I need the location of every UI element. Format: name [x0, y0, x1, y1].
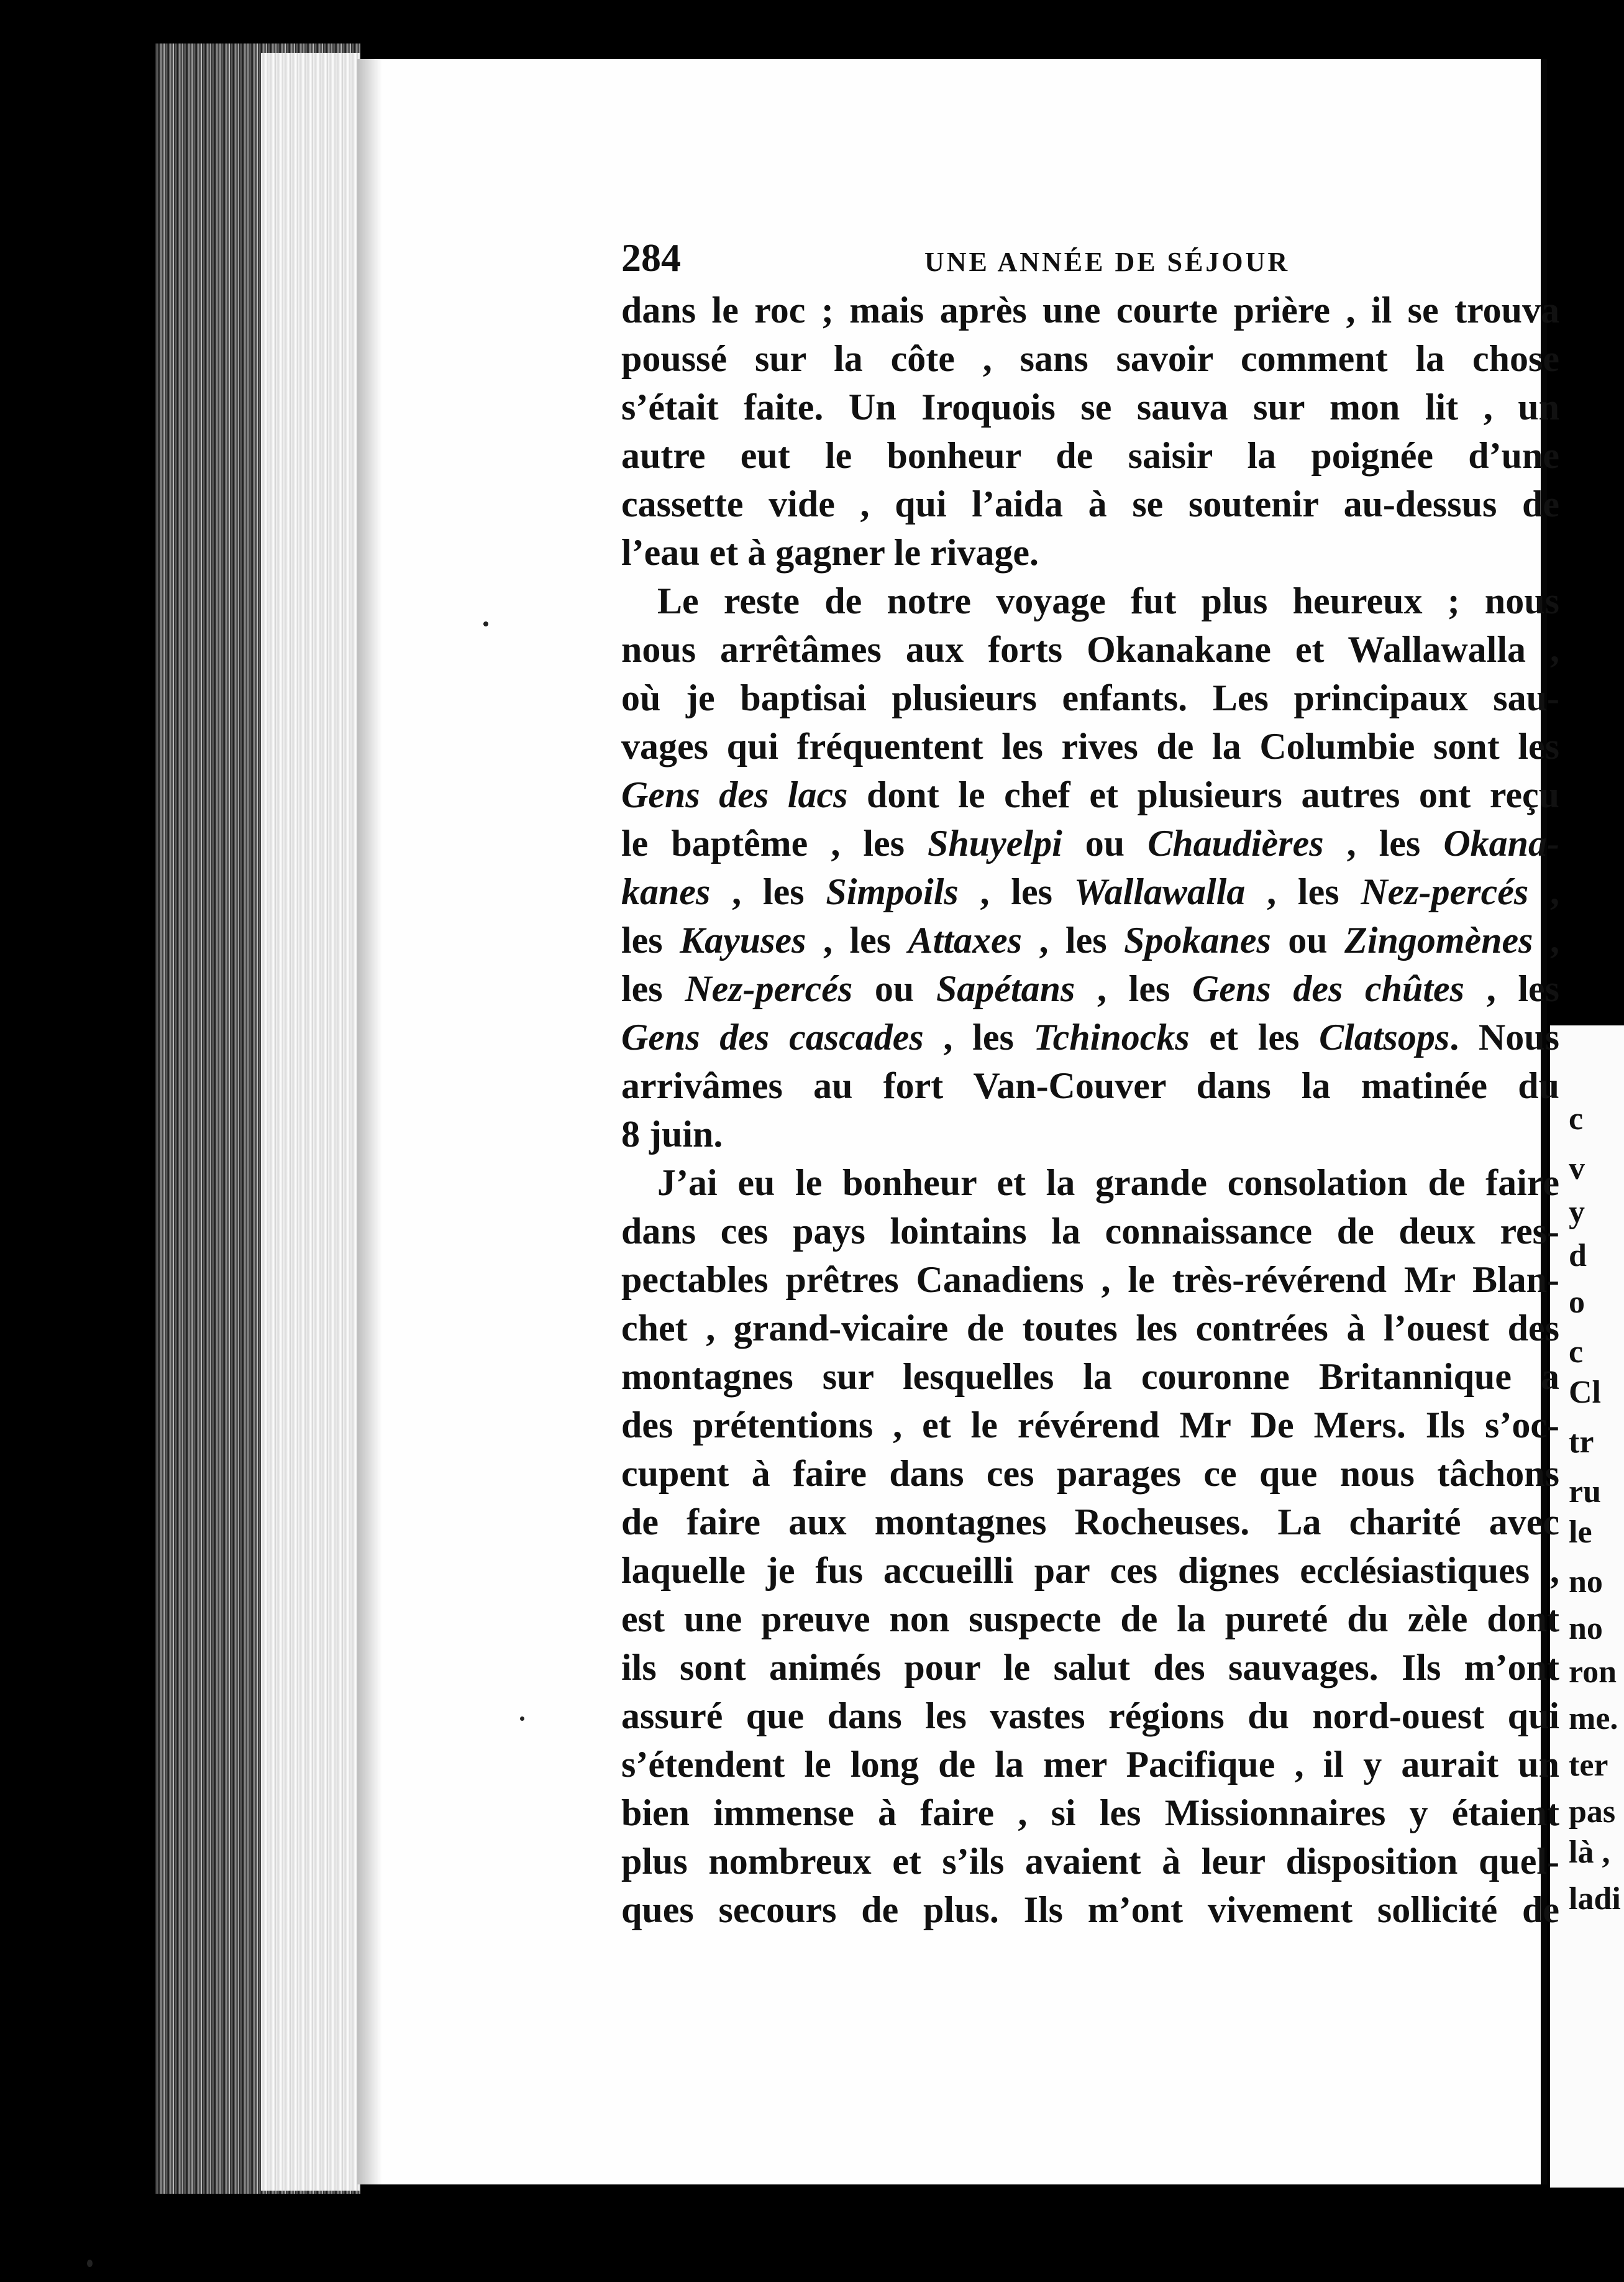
text-line: l’eau et à gagner le rivage. [621, 532, 1039, 573]
text-line [621, 916, 1559, 965]
text-line: 8 juin. [621, 1114, 723, 1155]
page-number: 284 [621, 236, 681, 280]
italic-name: Attaxes [908, 920, 1022, 961]
text-line: assuré que dans les vastes régions du nord-ouest qui [621, 1695, 1559, 1736]
text-line [621, 965, 1559, 1013]
italic-name: Sapétans [936, 968, 1075, 1009]
text-line: poussé sur la côte , sans savoir comment la chose [621, 338, 1559, 379]
text-line: J’ai eu le bonheur et la grande consolation de faire [657, 1162, 1559, 1203]
italic-name: Shuyelpi [928, 823, 1062, 864]
text-line: pectables prêtres Canadiens , le très-révérend Mr Blan- [621, 1259, 1559, 1300]
text-segment: ou [1270, 920, 1345, 961]
body-text [621, 286, 1559, 1934]
adjacent-page-text: ladi [1569, 1881, 1621, 1917]
text-line: ques secours de plus. Ils m’ont vivement sollicité de [621, 1889, 1559, 1930]
text-line: dans ces pays lointains la connaissance de deux res- [621, 1211, 1559, 1252]
text-segment: dont le chef et plusieurs autres ont reçu [847, 774, 1559, 815]
text-line: s’étendent le long de la mer Pacifique , il y aurait un [621, 1744, 1559, 1785]
italic-name: Kayuses [680, 920, 806, 961]
text-segment: , les [923, 1017, 1034, 1058]
italic-name: Clatsops [1319, 1017, 1450, 1058]
text-segment: , les [710, 871, 826, 912]
adjacent-page-text: ron [1569, 1654, 1617, 1690]
dust-speck [520, 1716, 524, 1721]
page-header [621, 235, 1553, 278]
text-segment: , les [958, 871, 1074, 912]
text-segment: ou [852, 968, 936, 1009]
adjacent-page-text: là , [1569, 1835, 1610, 1870]
italic-name: Gens des lacs [621, 774, 848, 815]
italic-name: Tchinocks [1033, 1017, 1190, 1058]
italic-name: Gens des cascades [621, 1017, 924, 1058]
page-gutter-shadow [357, 59, 382, 2184]
adjacent-page-text: tr [1569, 1424, 1594, 1460]
text-segment: , les [1021, 920, 1124, 961]
text-line [621, 771, 1559, 819]
text-line: autre eut le bonheur de saisir la poignée d’une [621, 435, 1559, 476]
adjacent-page-text: ru [1569, 1474, 1601, 1510]
italic-name: Chaudières [1147, 823, 1324, 864]
text-line: de faire aux montagnes Rocheuses. La charité avec [621, 1501, 1559, 1542]
text-line: Le reste de notre voyage fut plus heureux ; nous [657, 580, 1559, 621]
text-segment: , les [806, 920, 908, 961]
italic-name: Okana- [1443, 823, 1559, 864]
adjacent-page-text: c [1569, 1334, 1584, 1370]
text-line: cassette vide , qui l’aida à se soutenir au-dessus de [621, 483, 1559, 525]
text-segment: et les [1189, 1017, 1320, 1058]
adjacent-page-text: y [1569, 1194, 1585, 1230]
adjacent-page-text: le [1569, 1514, 1592, 1550]
text-line [621, 1013, 1559, 1061]
dust-speck [483, 621, 488, 626]
adjacent-page-text: no [1569, 1564, 1603, 1600]
text-line: dans le roc ; mais après une courte prière , il se trouva [621, 290, 1559, 331]
book-page-edges-light [261, 53, 360, 2191]
adjacent-page-text: Cl [1569, 1375, 1601, 1410]
text-line: laquelle je fus accueilli par ces dignes ecclésiastiques , [621, 1550, 1559, 1591]
text-line: cupent à faire dans ces parages ce que nous tâchons [621, 1453, 1559, 1494]
italic-name: Spokanes [1124, 920, 1271, 961]
italic-name: Simpoils [826, 871, 959, 912]
italic-name: Nez-percés [1361, 871, 1529, 912]
text-line [621, 819, 1559, 868]
text-line: montagnes sur lesquelles la couronne Britannique a [621, 1356, 1559, 1397]
adjacent-page-text: pas [1569, 1794, 1616, 1830]
italic-name: Wallawalla [1074, 871, 1246, 912]
italic-name: Nez-percés [685, 968, 853, 1009]
text-segment: le baptême , les [621, 823, 928, 864]
dust-speck [87, 2260, 93, 2267]
text-line: des prétentions , et le révérend Mr De Mers. Ils s’oc- [621, 1404, 1559, 1446]
running-head: UNE ANNÉE DE SÉJOUR [924, 247, 1290, 277]
adjacent-page-fragment [1550, 1025, 1624, 2188]
text-line: nous arrêtâmes aux forts Okanakane et Wallawalla , [621, 629, 1559, 670]
text-line: bien immense à faire , si les Missionnaires y étaient [621, 1792, 1559, 1833]
text-segment: , les [1075, 968, 1192, 1009]
text-segment: les [621, 968, 685, 1009]
text-segment: , les [1323, 823, 1444, 864]
text-line: ils sont animés pour le salut des sauvages. Ils m’ont [621, 1647, 1559, 1688]
text-segment: , les [1464, 968, 1560, 1009]
adjacent-page-text: d [1569, 1238, 1587, 1273]
text-segment: , [1533, 920, 1560, 961]
italic-name: Zingomènes [1344, 920, 1533, 961]
text-line: est une preuve non suspecte de la pureté du zèle dont [621, 1598, 1559, 1639]
text-line [621, 868, 1559, 916]
text-line: vages qui fréquentent les rives de la Columbie sont les [621, 726, 1559, 767]
adjacent-page-text: o [1569, 1285, 1585, 1320]
italic-name: kanes [621, 871, 711, 912]
text-segment: les [621, 920, 680, 961]
adjacent-page-text: c [1569, 1101, 1584, 1137]
text-line: arrivâmes au fort Van-Couver dans la matinée du [621, 1065, 1559, 1106]
text-line: plus nombreux et s’ils avaient à leur disposition quel- [621, 1841, 1559, 1882]
text-segment: , les [1245, 871, 1361, 912]
text-line: s’était faite. Un Iroquois se sauva sur mon lit , un [621, 387, 1559, 428]
text-line: chet , grand-vicaire de toutes les contrées à l’ouest des [621, 1308, 1559, 1349]
adjacent-page-text: me. [1569, 1701, 1618, 1736]
text-segment: , [1528, 871, 1559, 912]
adjacent-page-text: no [1569, 1611, 1603, 1646]
adjacent-page-text: ter [1569, 1748, 1608, 1783]
adjacent-page-text: v [1569, 1151, 1585, 1186]
text-segment: ou [1062, 823, 1148, 864]
italic-name: Gens des chûtes [1192, 968, 1465, 1009]
text-segment: . Nous [1449, 1017, 1559, 1058]
text-line: où je baptisai plusieurs enfants. Les principaux sau- [621, 677, 1559, 718]
